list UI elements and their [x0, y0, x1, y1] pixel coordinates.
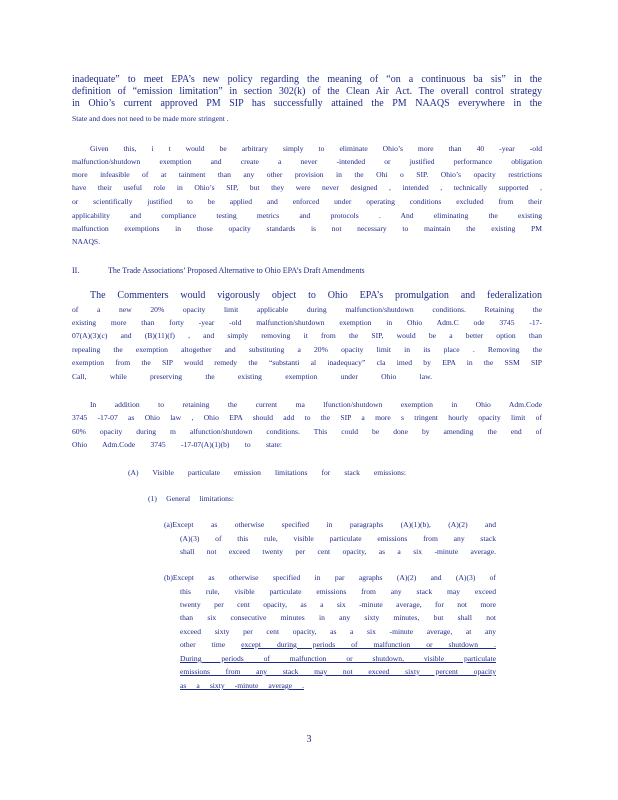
rule-item-b-line: than six consecutive minutes in any sixty minutes, but shall not [180, 613, 496, 622]
section-heading-text: The Trade Associations’ Proposed Alternative to Ohio EPA’s Draft Amendments [108, 266, 365, 275]
rule-item-b-line: (b)Except as otherwise specified in par agraphs (A)(2) and (A)(3) of [164, 573, 496, 582]
paragraph-line: Call, while preserving the existing exemption under Ohio law. [72, 372, 432, 381]
paragraph-line: or scientifically justified to be applied and enforced under operating conditions excluded from their [72, 197, 542, 206]
paragraph-line: more infeasible of at tainment than any other provision in the Ohi o SIP. Ohio’s opacity restrictions [72, 170, 542, 179]
paragraph-line: in Ohio’s current approved PM SIP has successfully attained the PM NAAQS everywhere in the [72, 98, 542, 109]
paragraph-line: NAAQS. [72, 237, 101, 246]
rule-item-1: (1) General limitations: [148, 494, 234, 503]
paragraph-line: 3745 -17-07 as Ohio law , Ohio EPA should add to the SIP a more s tringent hourly opacity limit of [72, 413, 542, 422]
paragraph-line: In addition to retaining the current ma lfunction/shutdown exemption in Ohio Adm.Code [90, 400, 542, 409]
paragraph-line: 60% opacity during m alfunction/shutdown conditions. This could be done by amending the end of [72, 427, 542, 436]
paragraph-line: inadequate” to meet EPA’s new policy regarding the meaning of “on a continuous ba sis” in the [72, 74, 542, 85]
inserted-amendment-line: emissions from any stack may not exceed sixty percent opacity [180, 667, 496, 676]
section-heading [72, 266, 365, 276]
paragraph-line: malfunction/shutdown exemption and create a never -intended or justified performance obligation [72, 157, 542, 166]
inserted-amendment-line: During periods of malfunction or shutdown, visible particulate [180, 654, 496, 663]
paragraph-line: of a new 20% opacity limit applicable during malfunction/shutdown conditions. Retaining the [72, 305, 542, 314]
rule-item-a-line: (A)(3) of this rule, visible particulate emissions from any stack [180, 534, 496, 543]
inserted-amendment-text: except during periods of malfunction or shutdown . [241, 640, 496, 649]
paragraph-line: 07(A)(3)(c) and (B)(11)(f) , and simply removing it from the SIP, would be a better option than [72, 331, 542, 340]
paragraph-line: existing more than forty -year -old malfunction/shutdown exemption in Ohio Adm.C ode 3745 -17- [72, 318, 542, 327]
rule-item-a-line: (a)Except as otherwise specified in paragraphs (A)(1)(b), (A)(2) and [164, 520, 496, 529]
rule-item-b-line: twenty per cent opacity, as a six -minute average, for not more [180, 600, 496, 609]
rule-item-b-line: this rule, visible particulate emissions from any stack may exceed [180, 587, 496, 596]
paragraph-line: repealing the exemption altogether and substituting a 20% opacity limit in its place . Removing the [72, 345, 542, 354]
page-number: 3 [306, 734, 312, 745]
paragraph-line: Given this, i t would be arbitrary simply to eliminate Ohio’s more than 40 -year -old [90, 144, 542, 153]
section-heading-number: II. [72, 266, 80, 275]
paragraph-line: The Commenters would vigorously object to Ohio EPA’s promulgation and federalization [90, 290, 542, 301]
paragraph-line: exemption from the SIP would remedy the “substanti al inadequacy” cla imed by EPA in the SSM SIP [72, 358, 542, 367]
rule-item-A: (A) Visible particulate emission limitations for stack emissions: [128, 468, 406, 477]
paragraph-line: malfunction exemptions in those opacity standards is not necessary to maintain the existing PM [72, 224, 542, 233]
paragraph-line: applicability and compliance testing metrics and protocols . And eliminating the existing [72, 211, 542, 220]
rule-item-b-line: exceed sixty per cent opacity, as a six -minute average, at any [180, 627, 496, 636]
paragraph-line: State and does not need to be made more stringent . [72, 114, 229, 123]
paragraph-line: have their useful role in Ohio’s SIP, but they were never designed , intended , technically supported , [72, 183, 542, 192]
rule-item-a-line: shall not exceed twenty per cent opacity, as a six -minute average. [180, 547, 496, 556]
rule-item-b-line [180, 640, 496, 650]
paragraph-line: Ohio Adm.Code 3745 -17-07(A)(1)(b) to state: [72, 440, 282, 449]
inserted-amendment-line: as a sixty -minute average . [180, 681, 304, 690]
rule-item-b-plain-text: other time [180, 640, 242, 649]
paragraph-line: definition of “emission limitation” in section 302(k) of the Clean Air Act. The overall control strategy [72, 86, 542, 97]
